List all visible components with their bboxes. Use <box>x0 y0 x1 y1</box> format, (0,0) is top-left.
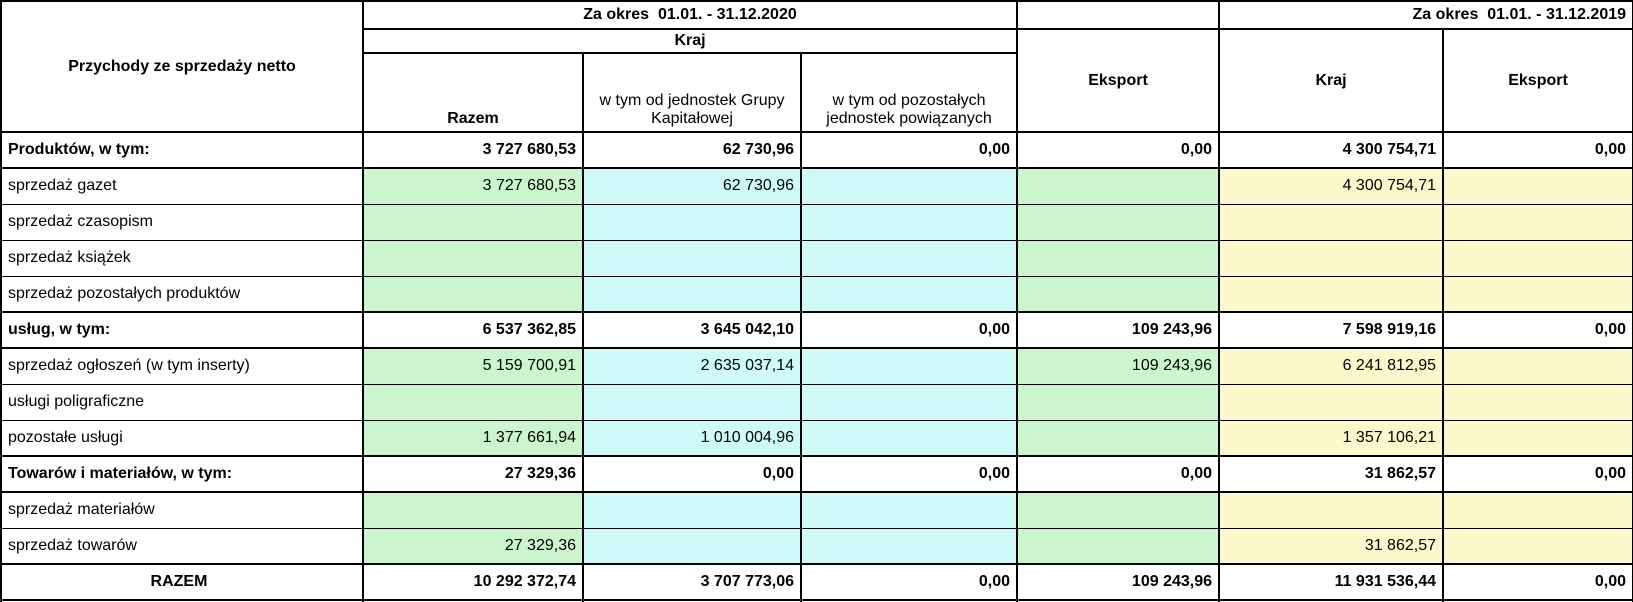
value-cell <box>583 204 801 240</box>
value-cell: 1 377 661,94 <box>363 420 583 456</box>
table-row <box>1 132 1633 168</box>
value-cell <box>801 240 1017 276</box>
period-2019-header: Za okres 01.01. - 31.12.2019 <box>1219 1 1633 29</box>
value-cell: 0,00 <box>1443 312 1633 348</box>
value-cell <box>363 204 583 240</box>
row-label: sprzedaż książek <box>1 240 363 276</box>
value-cell: 0,00 <box>801 312 1017 348</box>
value-cell: 4 300 754,71 <box>1219 132 1443 168</box>
value-cell <box>801 276 1017 312</box>
value-cell <box>801 168 1017 204</box>
table-title-cell: Przychody ze sprzedaży netto <box>1 1 363 132</box>
eksport-2019-column-header: Eksport <box>1443 29 1633 132</box>
table-row <box>1 564 1633 600</box>
value-cell <box>1443 168 1633 204</box>
value-cell: 62 730,96 <box>583 132 801 168</box>
value-cell <box>1017 168 1219 204</box>
value-cell <box>1443 276 1633 312</box>
value-cell: 1 010 004,96 <box>583 420 801 456</box>
value-cell: 0,00 <box>583 456 801 492</box>
value-cell <box>583 492 801 528</box>
eksport-2020-column-header: Eksport <box>1017 29 1219 132</box>
value-cell <box>1443 240 1633 276</box>
value-cell <box>1017 528 1219 564</box>
value-cell: 2 635 037,14 <box>583 348 801 384</box>
value-cell: 1 357 106,21 <box>1219 420 1443 456</box>
value-cell: 27 329,36 <box>363 528 583 564</box>
row-label: sprzedaż czasopism <box>1 204 363 240</box>
table-row <box>1 276 1633 312</box>
value-cell <box>1017 204 1219 240</box>
value-cell <box>363 276 583 312</box>
value-cell <box>1443 348 1633 384</box>
value-cell <box>583 276 801 312</box>
value-cell: 3 707 773,06 <box>583 564 801 600</box>
value-cell: 0,00 <box>1443 456 1633 492</box>
value-cell <box>1443 384 1633 420</box>
table-body <box>1 132 1633 602</box>
table-row <box>1 528 1633 564</box>
value-cell <box>363 240 583 276</box>
value-cell <box>1017 420 1219 456</box>
value-cell: 0,00 <box>1443 564 1633 600</box>
header-row-period <box>1 1 1633 29</box>
value-cell: 0,00 <box>1443 132 1633 168</box>
value-cell: 109 243,96 <box>1017 564 1219 600</box>
group-units-column-header: w tym od jednostek Grupy Kapitałowej <box>583 53 801 132</box>
value-cell: 31 862,57 <box>1219 528 1443 564</box>
value-cell <box>801 204 1017 240</box>
period-2020-eksport-spacer <box>1017 1 1219 29</box>
value-cell: 10 292 372,74 <box>363 564 583 600</box>
value-cell: 11 931 536,44 <box>1219 564 1443 600</box>
kraj-2020-group-header: Kraj <box>363 29 1017 53</box>
value-cell <box>583 240 801 276</box>
razem-column-header: Razem <box>363 53 583 132</box>
row-label: sprzedaż gazet <box>1 168 363 204</box>
related-units-column-header: w tym od pozostałych jednostek powiązanych <box>801 53 1017 132</box>
value-cell: 27 329,36 <box>363 456 583 492</box>
period-2020-header: Za okres 01.01. - 31.12.2020 <box>363 1 1017 29</box>
value-cell: 0,00 <box>801 456 1017 492</box>
value-cell: 3 645 042,10 <box>583 312 801 348</box>
row-label: usługi poligraficzne <box>1 384 363 420</box>
row-label: sprzedaż materiałów <box>1 492 363 528</box>
row-label: Towarów i materiałów, w tym: <box>1 456 363 492</box>
row-label: sprzedaż ogłoszeń (w tym inserty) <box>1 348 363 384</box>
value-cell <box>363 384 583 420</box>
value-cell: 0,00 <box>801 132 1017 168</box>
value-cell <box>583 384 801 420</box>
value-cell <box>801 384 1017 420</box>
value-cell <box>801 420 1017 456</box>
table-row <box>1 492 1633 528</box>
value-cell: 6 241 812,95 <box>1219 348 1443 384</box>
value-cell: 4 300 754,71 <box>1219 168 1443 204</box>
value-cell: 7 598 919,16 <box>1219 312 1443 348</box>
value-cell <box>1017 492 1219 528</box>
value-cell <box>1017 276 1219 312</box>
table-row <box>1 240 1633 276</box>
table-row <box>1 420 1633 456</box>
value-cell <box>1219 240 1443 276</box>
value-cell <box>1443 492 1633 528</box>
value-cell: 6 537 362,85 <box>363 312 583 348</box>
value-cell <box>1443 420 1633 456</box>
value-cell <box>801 492 1017 528</box>
value-cell <box>801 528 1017 564</box>
value-cell: 3 727 680,53 <box>363 132 583 168</box>
table-row <box>1 204 1633 240</box>
table-row <box>1 168 1633 204</box>
value-cell: 5 159 700,91 <box>363 348 583 384</box>
row-label: sprzedaż pozostałych produktów <box>1 276 363 312</box>
value-cell <box>1017 240 1219 276</box>
value-cell: 109 243,96 <box>1017 312 1219 348</box>
table-row <box>1 384 1633 420</box>
value-cell: 3 727 680,53 <box>363 168 583 204</box>
value-cell: 62 730,96 <box>583 168 801 204</box>
row-label: RAZEM <box>1 564 363 600</box>
value-cell <box>1443 528 1633 564</box>
value-cell <box>801 348 1017 384</box>
row-label: usług, w tym: <box>1 312 363 348</box>
table-row <box>1 456 1633 492</box>
row-label: pozostałe usługi <box>1 420 363 456</box>
value-cell: 0,00 <box>801 564 1017 600</box>
value-cell: 0,00 <box>1017 456 1219 492</box>
value-cell <box>1443 204 1633 240</box>
value-cell <box>583 528 801 564</box>
kraj-2019-column-header: Kraj <box>1219 29 1443 132</box>
table-header <box>1 1 1633 132</box>
value-cell <box>1017 384 1219 420</box>
table-row <box>1 312 1633 348</box>
value-cell: 0,00 <box>1017 132 1219 168</box>
row-label: sprzedaż towarów <box>1 528 363 564</box>
value-cell: 31 862,57 <box>1219 456 1443 492</box>
value-cell: 109 243,96 <box>1017 348 1219 384</box>
row-label: Produktów, w tym: <box>1 132 363 168</box>
value-cell <box>1219 204 1443 240</box>
value-cell <box>1219 276 1443 312</box>
table-row <box>1 348 1633 384</box>
value-cell <box>1219 492 1443 528</box>
value-cell <box>1219 384 1443 420</box>
value-cell <box>363 492 583 528</box>
